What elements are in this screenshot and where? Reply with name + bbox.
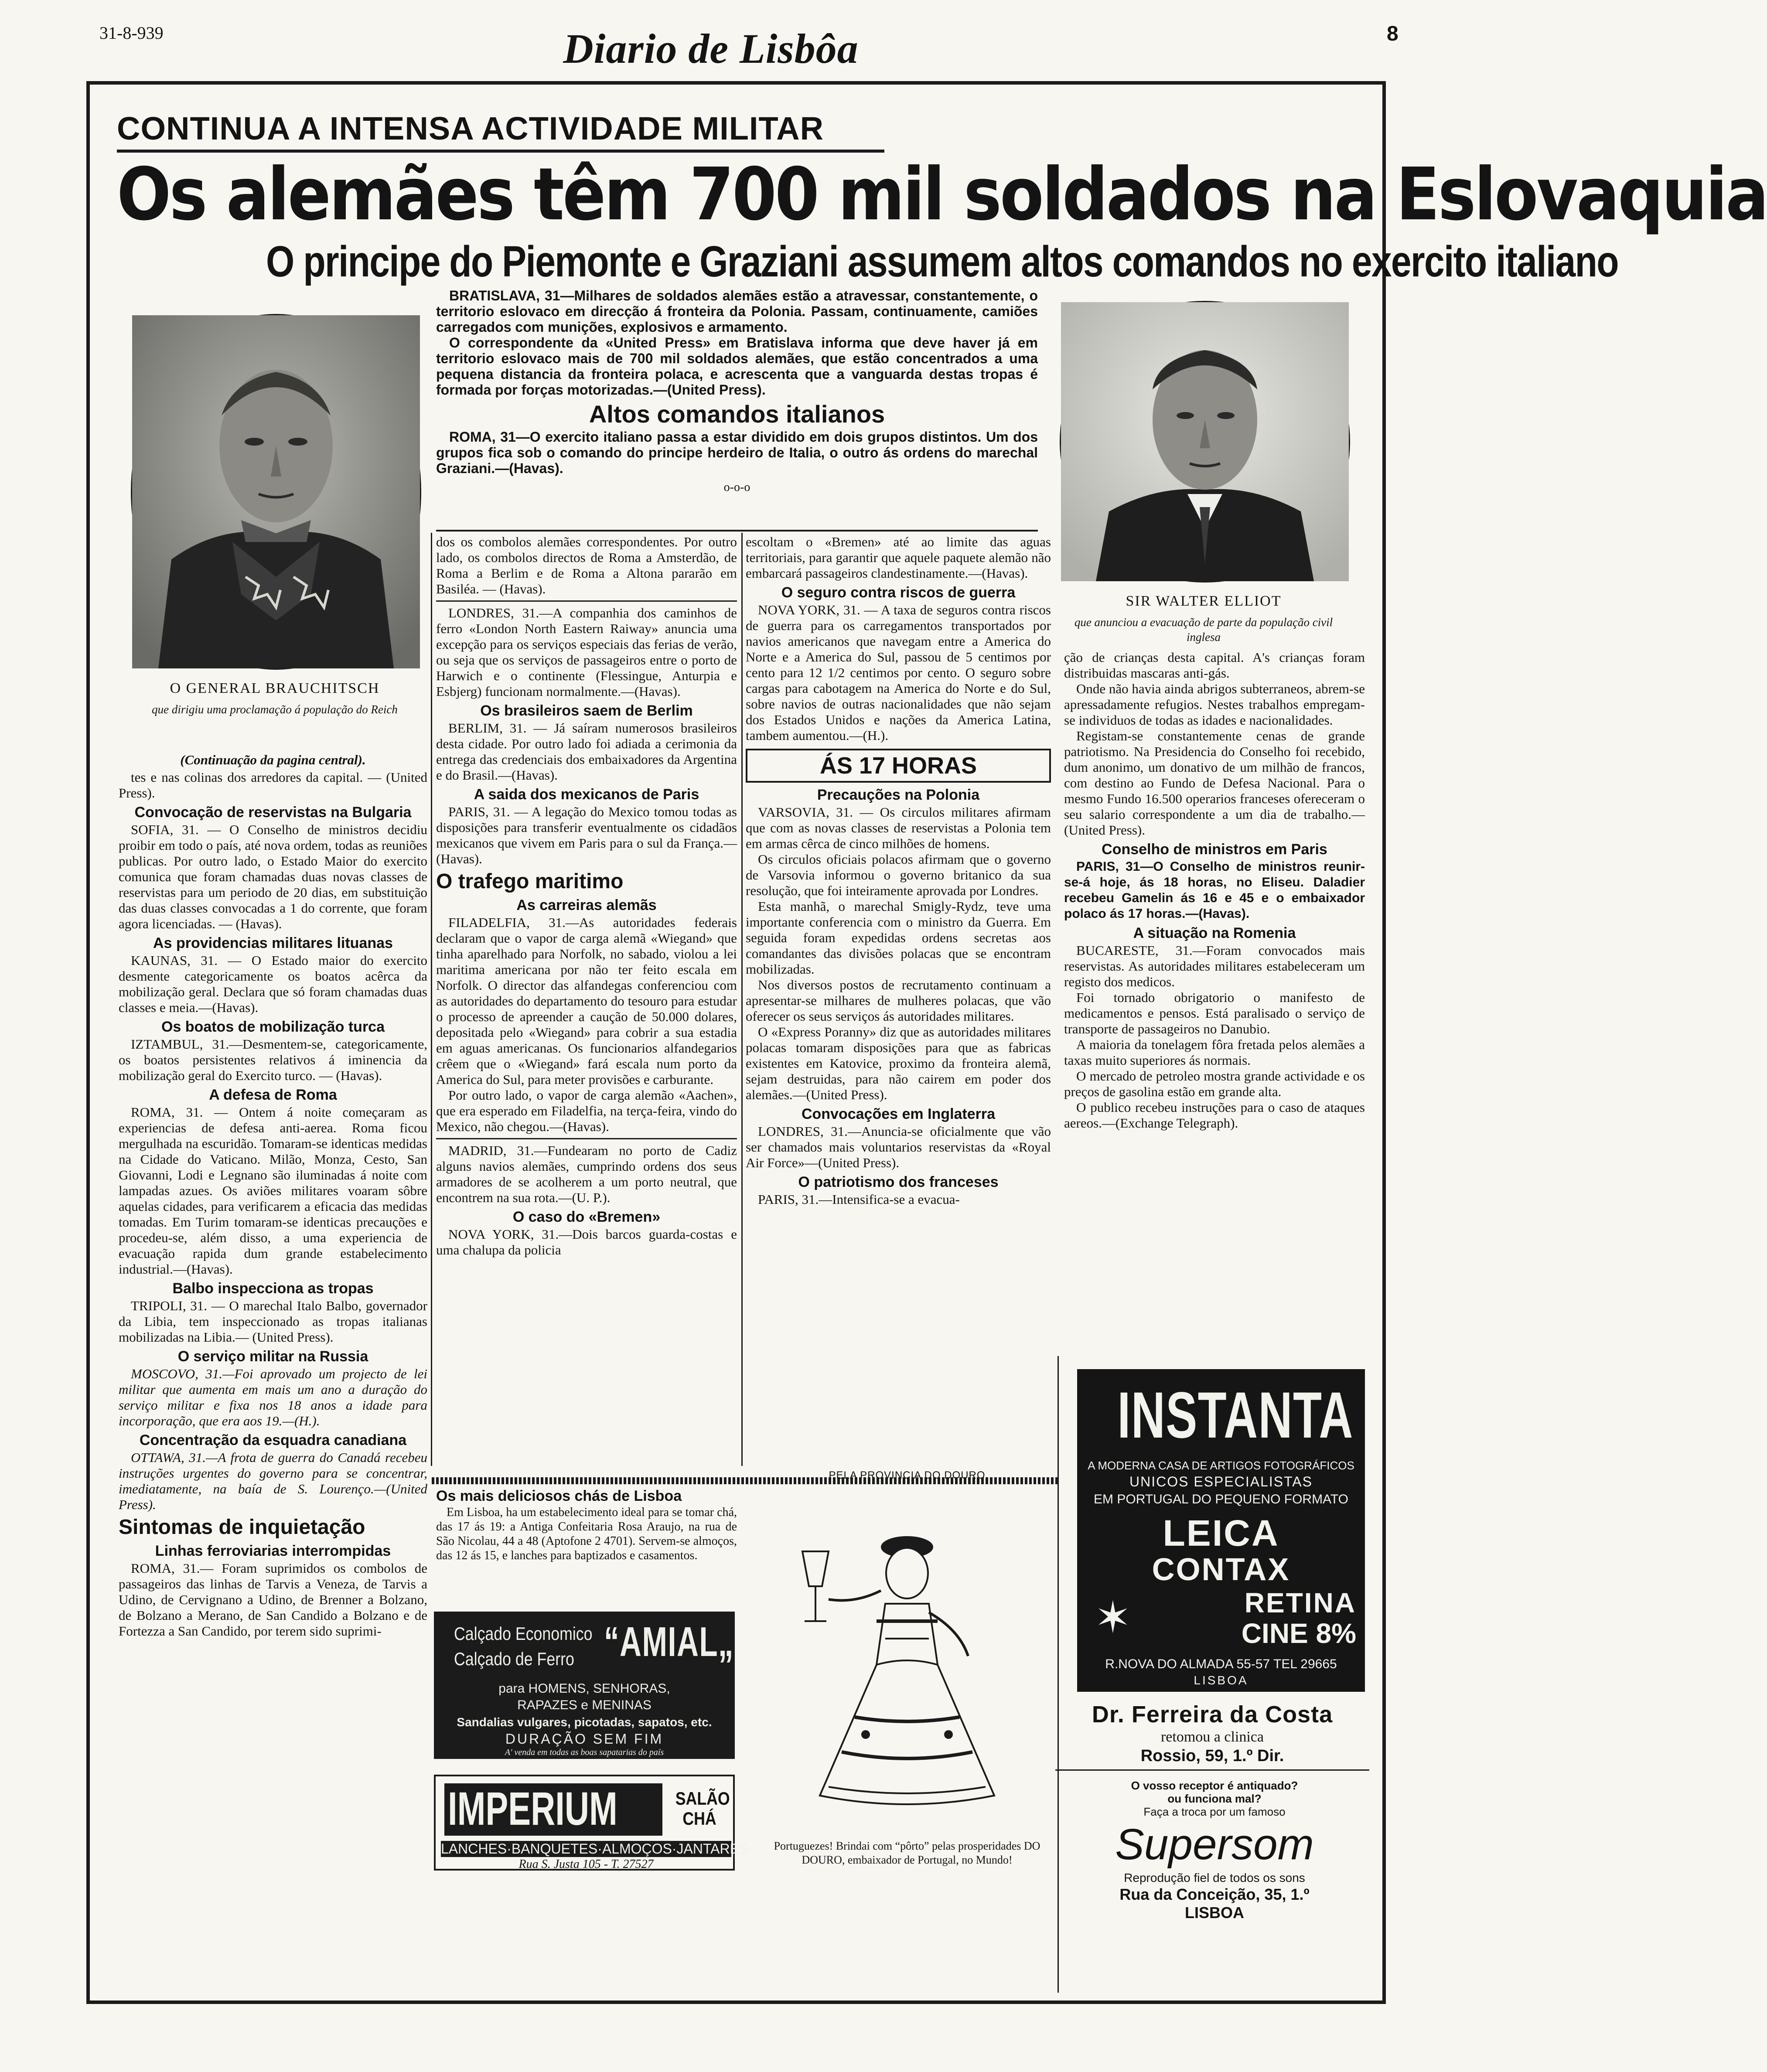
ad-ferreira-line1: retomou a clinica [1160,1729,1264,1745]
chas-title: Os mais deliciosos chás de Lisboa [436,1488,682,1504]
article-text: dos os combolos alemães correspondentes. Por outro lado, os combolos directos de Roma a Amsterdão, de Roma a Berlim e de Roma a Altona pararão em Basiléa. — (Havas). [436,534,737,596]
article-text: PARIS, 31.—Intensifica-se a evacua- [758,1192,960,1207]
portrait-brauchitsch-image [132,315,420,668]
article-heading: O caso do «Bremen» [512,1209,661,1225]
article-text: VARSOVIA, 31. — Os circulos militares afirmam que com as novas classes de reservistas a Polonia tem em armas cêrca de cinco milhões de homens. [746,804,1051,851]
ad-douro-top: PELA PROVINCIA DO DOURO [829,1469,986,1481]
article-heading: A situação na Romenia [1133,925,1296,941]
ad-douro [768,1469,1047,1867]
ad-amial-line5: Sandalias vulgares, picotadas, sapatos, etc. [457,1715,712,1729]
ad-instanta-line3: EM PORTUGAL DO PEQUENO FORMATO [1094,1492,1348,1506]
article-text: A maioria da tonelagem fôra fretada pelos alemães a taxas muito superiores ás normais. [1064,1037,1365,1068]
breaking-box: ÁS 17 HORAS [746,749,1051,783]
ad-imperium-side: SALÃO CHÁ [675,1788,730,1829]
article-text: TRIPOLI, 31. — O marechal Italo Balbo, governador da Libia, tem inspeccionado as tropas italianas mobilizadas na Libia.— (United Press). [119,1298,427,1345]
article-subheading: Linhas ferroviarias interrompidas [155,1543,391,1559]
article-text: ROMA, 31.— Foram suprimidos os combolos de passageiros das linhas de Tarvis a Veneza, de Tarvis a Udino, de Cervignano a Udino, de Brenner a Bolzano, de Bolzano a Merano, de San Candido a Bolzano e de Fortezza a San Candido, por terem sido suprimi- [119,1561,427,1639]
ad-ferreira [1055,1701,1369,1771]
divider [1055,1769,1369,1771]
column-rule [741,533,743,1466]
ad-supersom-line2: Rua da Conceição, 35, 1.º [1119,1885,1310,1903]
intro-subheading: Altos comandos italianos [589,400,885,428]
intro-block [436,288,1038,495]
article-text: Registam-se constantemente cenas de grande patriotismo. Na Presidencia do Conselho foi recebido, dum anonimo, um donativo de um milhão de francos, com destino ao Fundo de Defesa Nacional. Para o mesmo Fundo 16.500 operarios franceses ofereceram o seu salario correspondente a um dia de trabalho.—(United Press). [1064,728,1365,838]
article-text: BUCARESTE, 31.—Foram convocados mais reservistas. As autoridades militares estabeleceram um registo dos medicos. [1064,943,1365,989]
article-text: LONDRES, 31.—A companhia dos caminhos de ferro «London North Eastern Raiway» anuncia uma excepção para os serviços especiais das ferias de verão, ou seja que os serviços de passageiros entre o porto de Harwich e o continente (Flessingue, Anturpia e Esbjerg) funcionam normalmente.—(Havas). [436,605,737,699]
article-heading: O patriotismo dos franceses [798,1174,999,1190]
article-heading: Balbo inspecciona as tropas [172,1280,374,1297]
article-heading: Convocações em Inglaterra [801,1106,996,1122]
article-text: LONDRES, 31.—Anuncia-se oficialmente que vão ser chamados mais voluntarios reservistas da «Royal Air Force»—(United Press). [746,1124,1051,1170]
divider [436,600,737,602]
article-text: NOVA YORK, 31.—Dois barcos guarda-costas e uma chalupa da policia [436,1227,737,1258]
article-text: O mercado de petroleo mostra grande actividade e os preços de gasolina estão em grande alta. [1064,1068,1365,1099]
article-text: escoltam o «Bremen» até ao limite das aguas territoriais, para garantir que aquele paquete alemão não embarcará passageiros clandestinamente.—(Havas). [746,534,1051,581]
caption-right-name: SIR WALTER ELLIOT [1126,593,1282,609]
article-heading: Os boatos de mobilização turca [161,1019,385,1035]
article-text: Por outro lado, o vapor de carga alemão «Aachen», que era esperado em Filadelfia, na terça-feira, vindo do Mexico, não chegou.—(Havas). [436,1087,737,1134]
intro-paragraph: ROMA, 31—O exercito italiano passa a estar dividido em dois grupos distintos. Um dos grupos fica sob o comando do principe herdeiro de Italia, o outro ás ordens do marechal Graziani.—(Havas). [436,429,1038,476]
article-text: O «Express Poranny» diz que as autoridades militares polacas tomaram disposições para que as fabricas existentes em Katovice, proximo da fronteira alemã, sejam destruidas, para não cairem em poder dos alemães.—(United Press). [746,1024,1051,1102]
portrait-elliot-image [1061,302,1349,581]
ad-amial-line7: A' venda em todas as boas sapatarias do país [505,1748,664,1757]
article-heading: Precauções na Polonia [817,787,980,803]
article-heading: O serviço militar na Russia [177,1348,368,1365]
article-heading: Conselho de ministros em Paris [1102,841,1327,858]
article-text: ROMA, 31. — Ontem á noite começaram as experiencias de defesa anti-aerea. Roma ficou mergulhada na escuridão. Tomaram-se identicas medidas na Cidade do Vaticano. Milão, Monza, Cesto, San Giovanni, Lodi e Legnano são iluminadas á noite com lampadas azues. Os aviões militares voaram sôbre aquelas cidades, para verificarem a eficacia das medidas tomadas. Em Turim tomaram-se identicas precauções e procedeu-se, além disso, a uma experiencia de evacuação rapida dum grande estabelecimento industrial.—(Havas). [119,1104,427,1277]
divider [436,1138,737,1139]
column-1 [119,752,427,1639]
ad-amial-line3: para HOMENS, SENHORAS, [498,1681,670,1696]
article-text: IZTAMBUL, 31.—Desmentem-se, categoricamente, os boatos persistentes relativos á iminencia da mobilização geral do Exercito turco. — (Havas). [119,1036,427,1083]
ad-supersom-brand: Supersom [1115,1820,1314,1869]
article-heading: O seguro contra riscos de guerra [781,584,1016,601]
kicker: CONTINUA A INTENSA ACTIVIDADE MILITAR [117,110,884,153]
ad-instanta-line1: A MODERNA CASA DE ARTIGOS FOTOGRÁFICOS [1088,1459,1354,1472]
column-2 [436,534,737,1463]
ad-instanta-contax: CONTAX [1152,1552,1290,1587]
article-text: PARIS, 31—O Conselho de ministros reunir-se-á hoje, ás 18 horas, no Eliseu. Daladier recebeu Gamelin ás 16 e 45 e o embaixador polaco ás 17 horas.—(Havas). [1064,859,1365,921]
separator: o-o-o [723,481,750,494]
ad-amial [434,1612,735,1759]
article-heading-major: O trafego maritimo [436,870,624,893]
ad-instanta-brand: INSTANTA [1117,1378,1354,1452]
ad-supersom-q1: O vosso receptor é antiquado? [1131,1779,1298,1792]
ad-instanta-city: LISBOA [1194,1673,1248,1687]
article-text: Onde não havia ainda abrigos subterraneos, abrem-se apressadamente refugios. Nestes trabalhos empregam-se individuos de todas as idades e nacionalidades. [1064,681,1365,728]
ad-supersom [1060,1779,1369,1922]
ad-supersom-q3: Faça a troca por um famoso [1143,1805,1286,1818]
intro-paragraph: O correspondente da «United Press» em Bratislava informa que deve haver já em territorio eslovaco mais de 700 mil soldados alemães, que estão concentrados a uma pequena distancia da fronteira polaca, e acrescenta que a vanguarda destas tropas é formada por forças motorizadas.—(United Press). [436,335,1038,398]
ad-imperium-line2: Rua S. Justa 105 - T. 27527 [519,1857,654,1871]
article-text: Foi tornado obrigatorio o manifesto de medicamentos e pensos. Está paralisado o serviço de transporte de passageiros no Danubio. [1064,990,1365,1036]
ad-amial-line4: RAPAZES e MENINAS [517,1698,652,1712]
intro-paragraph: BRATISLAVA, 31—Milhares de soldados alemães estão a atravessar, constantemente, o territorio eslovaco em direcção á fronteira da Polonia. Passam, continuamente, camiões carregados com munições, explosivos e armamento. [436,288,1038,335]
subhead: O principe do Piemonte e Graziani assumem altos comandos no exercito italiano [266,237,1618,286]
ad-amial-line1: Calçado Economico [454,1623,593,1644]
article-heading: A defesa de Roma [209,1087,337,1103]
douro-woman-illustration [768,1490,1047,1830]
article-text: SOFIA, 31. — O Conselho de ministros decidiu proibir em todo o país, até nova ordem, todas as reuniões publicas. Por outro lado, o Estado Maior do exercito comunica que foram chamadas duas novas classes de reservistas para um periodo de 20 dias, em substituição das duas classes convocadas a 1 do corrente, que foram agora licenciadas. — (Havas). [119,822,427,931]
divider [436,530,1038,532]
column-3 [746,534,1051,1463]
caption-left-name: O GENERAL BRAUCHITSCH [170,680,380,696]
column-rule [1057,1356,1059,1993]
column-4 [1064,650,1365,1356]
article-text: OTTAWA, 31.—A frota de guerra do Canadá recebeu instruções urgentes do governo para se concentrar, imediatamente, na baía de S. Lourenço.—(United Press). [119,1450,427,1512]
page-number: 8 [1387,22,1399,45]
ad-amial-brand: “AMIAL„ [604,1619,734,1665]
article-heading: Os brasileiros saem de Berlim [480,702,693,719]
ad-amial-line2: Calçado de Ferro [454,1649,574,1669]
article-heading: Convocação de reservistas na Bulgaria [134,804,412,821]
article-subheading: As carreiras alemãs [516,897,657,913]
ad-amial-line6: DURAÇÃO SEM FIM [505,1731,664,1747]
ad-instanta-leica: LEICA [1163,1513,1279,1554]
article-text: NOVA YORK, 31. — A taxa de seguros contra riscos de guerra para os carregamentos transportados por navios americanos que navegam entre a America do Norte e a America do Sul, passou de 5 centimos por cento para 12 1/2 centimos por cento. O seguro sobre cargas para cabotagem na America do Norte e do Sul, sobre navios de outras nacionalidades que não sejam dos Estados Unidos e nações da America Latina, tambem aumentou.—(H.). [746,602,1051,743]
portrait-brauchitsch [131,314,421,670]
ad-douro-bottom: Portuguezes! Brindai com “pôrto” pelas prosperidades DO DOURO, embaixador de Portugal, no Mundo! [774,1840,1040,1866]
ad-instanta-address: R.NOVA DO ALMADA 55-57 TEL 29665 [1105,1657,1337,1671]
article-text: BERLIM, 31. — Já saíram numerosos brasileiros desta cidade. Por outro lado foi adiada a cerimonia da entrega das credenciais dos embaixadores da Argentina e do Brasil.—(Havas). [436,720,737,783]
article-heading: Concentração da esquadra canadiana [139,1432,407,1448]
ad-supersom-line3: LISBOA [1184,1904,1244,1922]
ad-supersom-q2: ou funciona mal? [1167,1792,1262,1805]
article-text: ção de crianças desta capital. A's crianças foram distribuidas mascaras anti-gás. [1064,650,1365,681]
chas-notice [436,1487,737,1563]
ad-instanta-line2: UNICOS ESPECIALISTAS [1129,1474,1313,1489]
ad-imperium [434,1775,749,1871]
article-text: Esta manhã, o marechal Smigly-Rydz, teve uma importante conferencia com o ministro da Guerra. Em seguida foram expedidas ordens secretas aos comandantes das divisões polacas que se encontram mobilizadas. [746,899,1051,977]
article-text: Nos diversos postos de recrutamento continuam a apresentar-se milhares de mulheres polacas, que vão oferecer os seus serviços ás autoridades militares. [746,977,1051,1024]
article-text: PARIS, 31. — A legação do Mexico tomou todas as disposições para transferir eventualmente os cidadãos mexicanos que vivem em Paris para o sul da França.—(Havas). [436,804,737,866]
ad-instanta-retina: RETINA [1244,1587,1356,1619]
ad-supersom-line1: Reprodução fiel de todos os sons [1124,1871,1305,1885]
article-text: O publico recebeu instruções para o caso de ataques aereos.—(Exchange Telegraph). [1064,1100,1365,1131]
column-rule [431,533,432,1466]
article-text: Os circulos oficiais polacos afirmam que o governo de Varsovia informou o governo britanico da sua resolução, que foi inteiramente aprovada por Londres. [746,852,1051,898]
article-text: MADRID, 31.—Fundearam no porto de Cadiz alguns navios alemães, cumprindo ordens dos seus armadores de se acolherem a um porto neutral, que encontrem na sua rota.—(U. P.). [436,1143,737,1205]
ad-ferreira-name: Dr. Ferreira da Costa [1092,1701,1333,1728]
article-text: FILADELFIA, 31.—As autoridades federais declaram que o vapor de carga alemã «Wiegand» que tinha aparelhado para Norfolk, no sabado, violou a lei maritima americana por não ter feito escala em Norfolk. O director das alfandegas conferenciou com as autoridades do departamento do tesouro para estudar o processo de apreender a caução de 50.000 dolares, depositada pelo «Wiegand» para cobrir a sua estadia em aguas americanas. Os funcionarios alfandegarios crêem que o «Wiegand» fará escala num porto da America do Sul, para meter provisões e carburante. [436,915,737,1087]
ad-imperium-line1: LANCHES·BANQUETES·ALMOÇOS·JANTARES [441,1841,749,1857]
article-heading-major: Sintomas de inquietação [119,1516,365,1539]
caption-right-text: que anunciou a evacuação de parte da população civil inglesa [1074,616,1333,644]
article-text: KAUNAS, 31. — O Estado maior do exercito desmente categoricamente os boatos acêrca da mobilização geral. Declara que só foram chamadas duas classes e meia.—(Havas). [119,953,427,1015]
caption-left-text: que dirigiu uma proclamação á população do Reich [152,703,398,716]
article-text: tes e nas colinas dos arredores da capital. — (United Press). [119,770,427,801]
ad-imperium-brand: IMPERIUM [448,1782,617,1835]
page-date: 31-8-939 [99,23,164,43]
continuation-note: (Continuação da pagina central). [180,752,366,767]
headline: Os alemães têm 700 mil soldados na Eslovaquia [117,153,1767,237]
masthead: Diario de Lisbôa [563,25,859,72]
article-text: MOSCOVO, 31.—Foi aprovado um projecto de lei militar que aumenta em mais um ano a duração do serviço militar e fixa nos 18 anos a idade para incorporação, que era aos 19.—(H.). [119,1366,427,1428]
ad-instanta-cine: CINE 8% [1241,1618,1356,1649]
star-icon: ✶ [1095,1593,1131,1642]
chas-text: Em Lisboa, ha um estabelecimento ideal para se tomar chá, das 17 ás 19: a Antiga Confeitaria Rosa Araujo, na rua de São Nicolau, 44 a 48 (Aptofone 2 4701). Servem-se almoços, das 12 ás 15, e lanches para baptizados e casamentos. [436,1506,737,1562]
article-heading: As providencias militares lituanas [153,935,393,951]
portrait-elliot [1060,301,1350,583]
article-heading: A saida dos mexicanos de Paris [474,786,699,803]
ad-ferreira-line2: Rossio, 59, 1.º Dir. [1140,1747,1284,1765]
ad-instanta [1077,1369,1365,1692]
